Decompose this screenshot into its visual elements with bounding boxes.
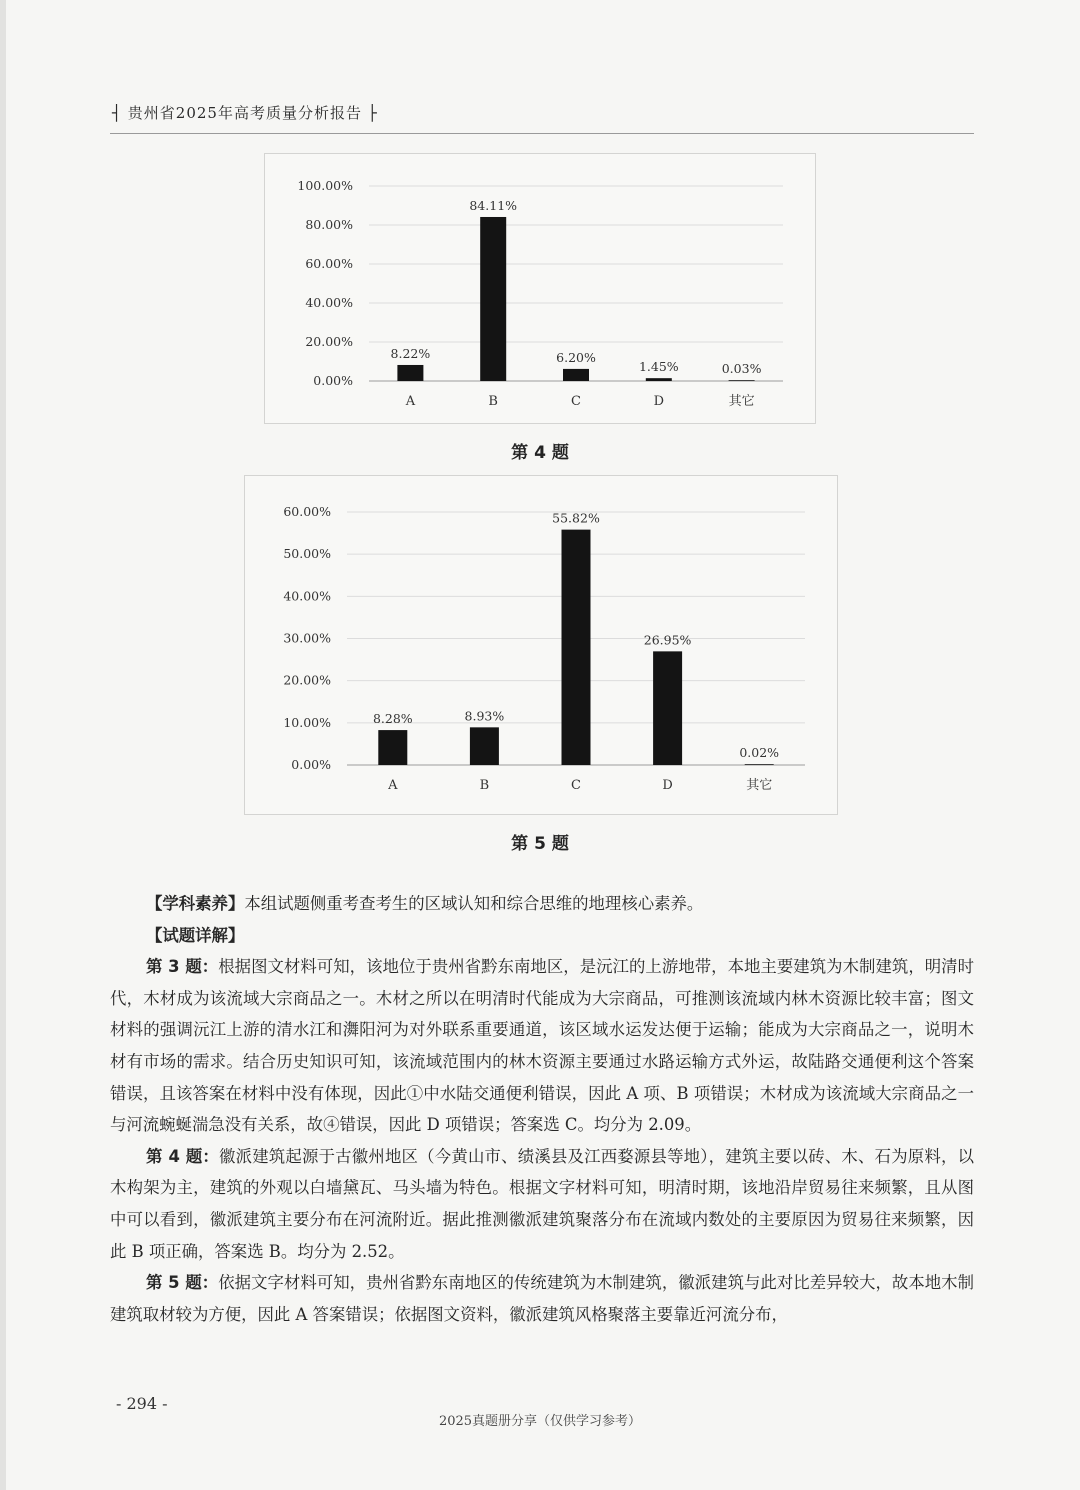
y-tick-label: 60.00%	[283, 504, 331, 519]
y-tick-label: 80.00%	[305, 217, 353, 232]
data-label: 8.22%	[390, 345, 431, 361]
chart-q4	[265, 154, 815, 423]
y-tick-label: 10.00%	[283, 714, 331, 730]
chart-q4-frame	[264, 153, 816, 424]
x-tick-label: D	[662, 778, 673, 793]
footer-note: 2025真题册分享（仅供学习参考）	[438, 1414, 642, 1429]
y-tick-label: 0.00%	[291, 757, 331, 772]
data-label: 8.93%	[464, 708, 505, 724]
q5-label: 第 5 题：	[146, 1273, 219, 1293]
chart-q5-caption: 第 5 题	[511, 834, 569, 854]
x-tick-label: C	[571, 778, 581, 793]
q3-label: 第 3 题：	[146, 957, 219, 977]
detail-tag: 【试题详解】	[146, 925, 245, 945]
y-tick-label: 50.00%	[283, 546, 331, 562]
y-tick-label: 100.00%	[297, 178, 353, 193]
q3-text: 根据图文材料可知，该地位于贵州省黔东南地区，是沅江的上游地带，本地主要建筑为木制建筑，明清时代，木材成为该流域大宗商品之一。木材之所以在明清时代能成为大宗商品，可推测该流域内林木资源比较丰富；图文材料的强调沅江上游的清水江和㵲阳河为对外联系重要通道，该区域水运发达便于运输；能成为大宗商品之一，说明木材有市场的需求。结合历史知识可知，该流域范围内的林木资源主要通过水路运输方式外运，故陆路交通便利这个答案错误，且该答案在材料中没有体现，因此①中水陆交通便利错误，因此 A 项、B 项错误；木材成为该流域大宗商品之一与河流蜿蜒湍急没有关系，故④错误，因此 D 项错误；答案选 C。均分为 2.09。	[110, 957, 974, 1135]
bar	[563, 369, 589, 381]
data-label: 84.11%	[469, 197, 518, 213]
analysis-text	[110, 888, 974, 1330]
bar	[653, 651, 682, 765]
data-label: 1.45%	[638, 359, 679, 375]
chart-q5	[245, 476, 837, 814]
running-header: ┤ 贵州省2025年高考质量分析报告 ├	[112, 104, 378, 122]
bar	[480, 217, 506, 381]
x-tick-label: A	[405, 394, 416, 409]
chart-q4-caption: 第 4 题	[511, 443, 569, 463]
page-edge	[0, 0, 6, 1490]
bar	[745, 764, 774, 765]
y-tick-label: 40.00%	[283, 588, 331, 604]
q4-label: 第 4 题：	[146, 1146, 220, 1166]
bar	[562, 530, 591, 765]
data-label: 0.02%	[739, 745, 780, 761]
x-tick-label: D	[653, 394, 665, 409]
literacy-paragraph	[110, 888, 974, 920]
bar	[397, 365, 423, 381]
x-tick-label: B	[479, 778, 490, 793]
x-tick-label: 其它	[746, 778, 773, 793]
y-tick-label: 40.00%	[305, 295, 353, 310]
q5-text: 依据文字材料可知，贵州省黔东南地区的传统建筑为木制建筑，徽派建筑与此对比差异较大，故本地木制建筑取材较为方便，因此 A 答案错误；依据图文资料，徽派建筑风格聚落主要靠近河流分布，	[110, 1273, 974, 1324]
literacy-text: 本组试题侧重考查考生的区域认知和综合思维的地理核心素养。	[244, 894, 704, 913]
page-number: - 294 -	[116, 1394, 168, 1413]
detail-heading	[110, 920, 974, 952]
literacy-tag: 【学科素养】	[146, 894, 245, 913]
bar	[470, 727, 499, 765]
q3-paragraph	[110, 951, 974, 1141]
y-tick-label: 30.00%	[283, 630, 331, 646]
data-label: 6.20%	[556, 349, 596, 365]
chart-q5-frame	[244, 475, 838, 815]
y-tick-label: 60.00%	[305, 256, 353, 271]
y-tick-label: 20.00%	[283, 672, 331, 688]
data-label: 26.95%	[643, 632, 692, 648]
x-tick-label: 其它	[728, 394, 755, 409]
bar	[378, 730, 407, 765]
y-tick-label: 0.00%	[313, 373, 353, 388]
data-label: 0.03%	[721, 361, 762, 377]
y-tick-label: 20.00%	[305, 334, 353, 349]
x-tick-label: A	[388, 778, 398, 793]
q4-text: 徽派建筑起源于古徽州地区（今黄山市、绩溪县及江西婺源县等地），建筑主要以砖、木、石为原料，以木构架为主，建筑的外观以白墙黛瓦、马头墙为特色。根据文字材料可知，明清时期，该地沿岸贸易往来频繁，且从图中可以看到，徽派建筑主要分布在河流附近。据此推测徽派建筑聚落分布在流域内数处的主要原因为贸易往来频繁，因此 B 项正确，答案选 B。均分为 2.52。	[110, 1146, 974, 1261]
header-rule	[110, 133, 974, 134]
bar	[646, 378, 672, 381]
bar	[729, 380, 755, 381]
q5-paragraph	[110, 1267, 974, 1330]
x-tick-label: B	[488, 394, 498, 409]
q4-paragraph	[110, 1141, 974, 1267]
data-label: 55.82%	[552, 510, 600, 526]
data-label: 8.28%	[372, 711, 413, 727]
x-tick-label: C	[571, 394, 581, 409]
